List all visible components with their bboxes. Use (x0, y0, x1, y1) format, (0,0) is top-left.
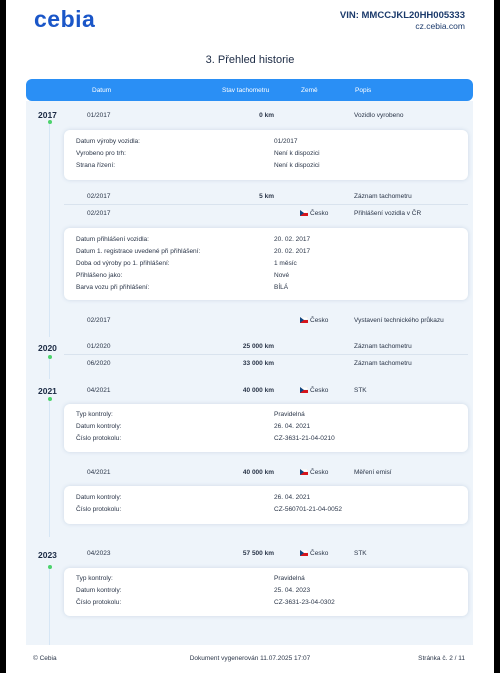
detail-card (64, 130, 468, 180)
timeline-dot (48, 397, 52, 401)
timeline-line (49, 565, 50, 645)
row-description: Záznam tachometru (354, 343, 412, 350)
row-description: Měření emisí (354, 469, 392, 476)
row-description: STK (354, 387, 367, 394)
row-odometer: 25 000 km (242, 343, 274, 350)
year-label: 2023 (38, 550, 57, 560)
history-row (64, 383, 468, 399)
detail-label: Datum 1. registrace uvedené při přihlášení: (76, 248, 201, 255)
detail-value: Pravidelná (274, 411, 305, 418)
row-date: 01/2017 (87, 112, 111, 119)
detail-label: Datum kontroly: (76, 494, 122, 501)
table-header (26, 79, 473, 101)
detail-label: Přihlášeno jako: (76, 272, 123, 279)
report-page (6, 0, 494, 673)
year-label: 2021 (38, 386, 57, 396)
timeline-line (49, 120, 50, 337)
detail-card (64, 486, 468, 524)
footer-copyright: © Cebia (33, 655, 57, 662)
history-row (64, 206, 468, 222)
year-label: 2017 (38, 110, 57, 120)
detail-label: Strana řízení: (76, 162, 116, 169)
vin-label: VIN: MMCCJKL20HH005333 (339, 10, 465, 21)
footer-generated: Dokument vygenerován 11.07.2025 17:07 (189, 655, 311, 662)
timeline-dot (48, 565, 52, 569)
row-description: Záznam tachometru (354, 193, 412, 200)
detail-value: CZ-3631-21-04-0210 (274, 435, 335, 442)
history-row (64, 465, 468, 481)
detail-value: Není k dispozici (274, 162, 320, 169)
row-date: 02/2017 (87, 317, 111, 324)
detail-value: 20. 02. 2017 (274, 248, 311, 255)
detail-value: 1 měsíc (274, 260, 297, 267)
timeline-dot (48, 355, 52, 359)
czech-flag-icon (300, 550, 308, 557)
row-date: 06/2020 (87, 360, 111, 367)
detail-value: 25. 04. 2023 (274, 587, 311, 594)
row-country: Česko (310, 317, 329, 324)
detail-value: Pravidelná (274, 575, 305, 582)
row-country: Česko (310, 387, 329, 394)
header-description: Popis (355, 87, 372, 94)
detail-value: Nové (274, 272, 290, 279)
detail-card (64, 568, 468, 616)
history-row (64, 313, 468, 329)
detail-label: Datum kontroly: (76, 423, 122, 430)
row-odometer: 33 000 km (242, 360, 274, 367)
timeline-line (49, 397, 50, 537)
row-description: Přihlášení vozidla v ČR (354, 210, 422, 217)
row-odometer: 5 km (259, 193, 274, 200)
header-date: Datum (92, 87, 112, 94)
detail-value: BÍLÁ (274, 284, 289, 291)
detail-label: Doba od výroby po 1. přihlášení: (76, 260, 170, 267)
row-date: 02/2017 (87, 210, 111, 217)
detail-value: Není k dispozici (274, 150, 320, 157)
czech-flag-icon (300, 469, 308, 476)
section-title: 3. Přehled historie (205, 54, 295, 66)
detail-label: Vyrobeno pro trh: (76, 150, 126, 157)
site-url: cz.cebia.com (415, 21, 465, 31)
detail-value: CZ-3631-23-04-0302 (274, 599, 335, 606)
row-country: Česko (310, 550, 329, 557)
row-description: Vozidlo vyrobeno (354, 112, 404, 119)
detail-label: Datum kontroly: (76, 587, 122, 594)
row-odometer: 40 000 km (242, 387, 274, 394)
row-date: 02/2017 (87, 193, 111, 200)
row-date: 01/2020 (87, 343, 111, 350)
history-row (64, 108, 468, 124)
history-row (64, 339, 468, 355)
row-description: Vystavení technického průkazu (354, 317, 444, 324)
czech-flag-icon (300, 387, 308, 394)
detail-label: Typ kontroly: (76, 575, 113, 582)
detail-label: Datum přihlášení vozidla: (76, 236, 149, 243)
row-description: Záznam tachometru (354, 360, 412, 367)
timeline-dot (48, 120, 52, 124)
detail-card (64, 228, 468, 300)
detail-label: Číslo protokolu: (76, 506, 122, 513)
detail-value: 26. 04. 2021 (274, 423, 311, 430)
detail-label: Typ kontroly: (76, 411, 113, 418)
row-date: 04/2021 (87, 387, 111, 394)
czech-flag-icon (300, 317, 308, 324)
row-odometer: 57 500 km (242, 550, 274, 557)
header-odometer: Stav tachometru (222, 87, 270, 94)
detail-card (64, 404, 468, 452)
detail-label: Číslo protokolu: (76, 599, 122, 606)
row-odometer: 40 000 km (242, 469, 274, 476)
detail-value: 01/2017 (274, 138, 298, 145)
row-date: 04/2021 (87, 469, 111, 476)
detail-label: Datum výroby vozidla: (76, 138, 140, 145)
history-row (64, 356, 468, 372)
row-date: 04/2023 (87, 550, 111, 557)
year-label: 2020 (38, 343, 57, 353)
footer-page-number: Stránka č. 2 / 11 (418, 655, 465, 662)
history-row (64, 189, 468, 205)
row-description: STK (354, 550, 367, 557)
detail-label: Číslo protokolu: (76, 435, 122, 442)
cebia-logo: cebia (34, 6, 96, 32)
row-country: Česko (310, 469, 329, 476)
detail-value: 26. 04. 2021 (274, 494, 311, 501)
header-country: Země (301, 87, 318, 94)
detail-value: CZ-560701-21-04-0052 (274, 506, 342, 513)
row-odometer: 0 km (259, 112, 274, 119)
detail-label: Barva vozu při přihlášení: (76, 284, 150, 291)
history-row (64, 546, 468, 562)
row-country: Česko (310, 210, 329, 217)
detail-value: 20. 02. 2017 (274, 236, 311, 243)
czech-flag-icon (300, 210, 308, 217)
